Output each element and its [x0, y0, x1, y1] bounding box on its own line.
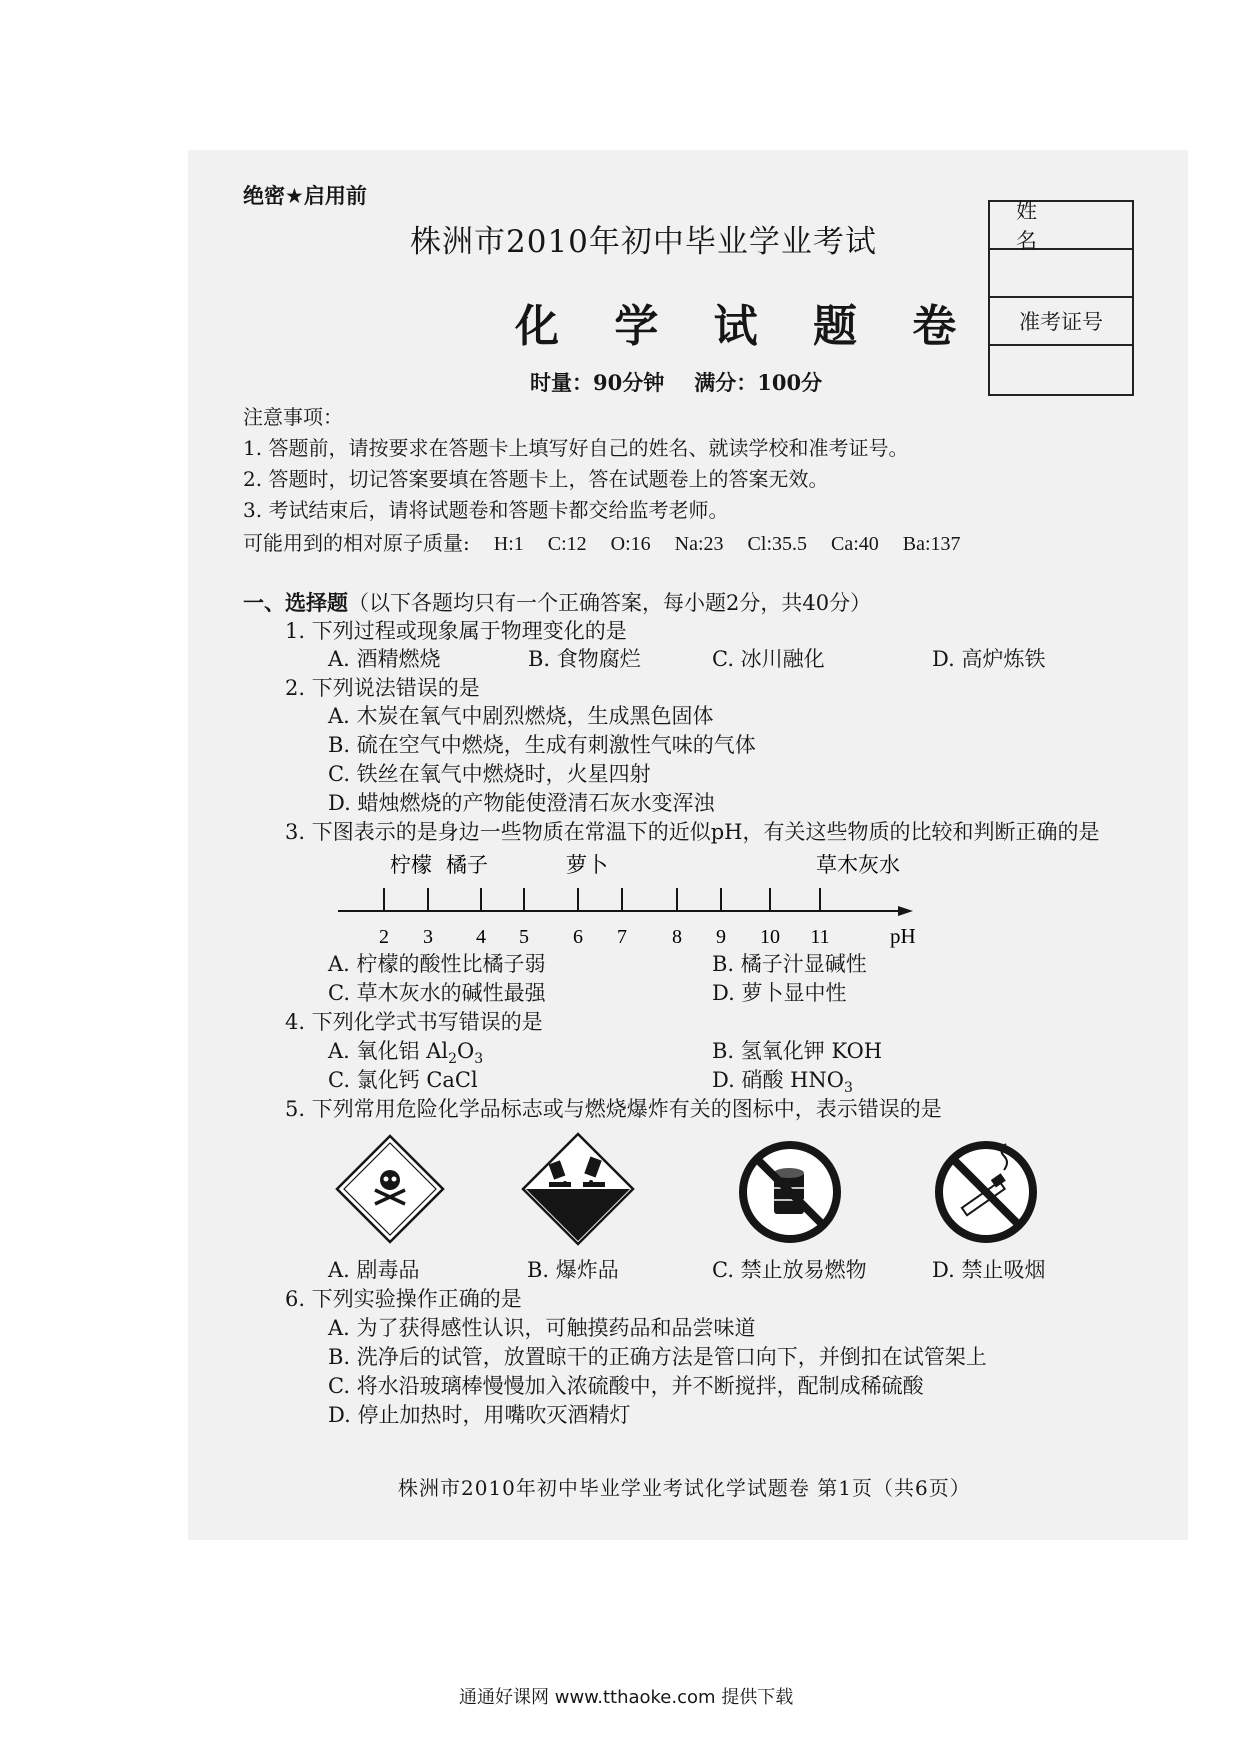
- ph-label-ash-water: 草木灰水: [816, 853, 900, 877]
- note-item: 3. 考试结束后，请将试题卷和答题卡都交给监考老师。: [243, 498, 729, 522]
- q6-option-a[interactable]: A. 为了获得感性认识，可触摸药品和品尝味道: [328, 1316, 756, 1340]
- q6-option-c[interactable]: C. 将水沿玻璃棒慢慢加入浓硫酸中，并不断搅拌，配制成稀硫酸: [328, 1374, 924, 1398]
- ph-tick-label: 8: [672, 926, 682, 948]
- section-title: 一、选择题: [243, 590, 348, 615]
- ph-tick-label: 6: [573, 926, 583, 948]
- q6-option-b[interactable]: B. 洗净后的试管，放置晾干的正确方法是管口向下，并倒扣在试管架上: [328, 1345, 987, 1369]
- mass-item: Cl:35.5: [747, 533, 807, 555]
- mass-item: Na:23: [674, 533, 724, 555]
- name-label: 姓 名: [990, 202, 1132, 250]
- q3-stem: 3. 下图表示的是身边一些物质在常温下的近似pH，有关这些物质的比较和判断正确的是: [285, 820, 1100, 844]
- section-heading: [243, 587, 871, 617]
- q5-stem: 5. 下列常用危险化学品标志或与燃烧爆炸有关的图标中，表示错误的是: [285, 1097, 942, 1121]
- q2-option-d[interactable]: D. 蜡烛燃烧的产物能使澄清石灰水变浑浊: [328, 791, 715, 815]
- q2-stem: 2. 下列说法错误的是: [285, 676, 480, 700]
- id-blank[interactable]: [990, 346, 1132, 394]
- ph-unit: pH: [890, 924, 916, 948]
- q3-option-a[interactable]: A. 柠檬的酸性比橘子弱: [328, 952, 546, 976]
- ph-tick-label: 11: [810, 926, 830, 948]
- q2-option-b[interactable]: B. 硫在空气中燃烧，生成有刺激性气味的气体: [328, 733, 756, 757]
- masses-label: 可能用到的相对原子质量:: [243, 531, 470, 555]
- section-desc: （以下各题均只有一个正确答案，每小题2分，共40分）: [348, 591, 872, 615]
- mass-item: H:1: [493, 533, 524, 555]
- ph-tick-label: 2: [379, 926, 389, 948]
- q4-option-c[interactable]: C. 氯化钙 CaCl: [328, 1068, 478, 1092]
- q6-option-d[interactable]: D. 停止加热时，用嘴吹灭酒精灯: [328, 1403, 631, 1427]
- ph-tick-label: 5: [519, 926, 529, 948]
- ph-axis-arrow: [898, 906, 913, 916]
- q4-stem: 4. 下列化学式书写错误的是: [285, 1010, 543, 1034]
- q2-option-c[interactable]: C. 铁丝在氧气中燃烧时，火星四射: [328, 762, 651, 786]
- q4-option-b[interactable]: B. 氢氧化钾 KOH: [712, 1039, 883, 1063]
- q4-option-d[interactable]: D. 硝酸 $HNO_3$: [712, 1068, 853, 1097]
- q2-option-a[interactable]: A. 木炭在氧气中剧烈燃烧，生成黑色固体: [328, 704, 714, 728]
- q1-option-b[interactable]: B. 食物腐烂: [528, 647, 641, 671]
- q1-option-c[interactable]: C. 冰川融化: [712, 647, 825, 671]
- q1-stem: 1. 下列过程或现象属于物理变化的是: [285, 619, 627, 643]
- q1-option-d[interactable]: D. 高炉炼铁: [932, 647, 1046, 671]
- ph-scale-diagram: [330, 848, 930, 948]
- ph-tick-label: 10: [760, 926, 780, 948]
- corrosive-hazard-icon: [521, 1132, 635, 1246]
- q5-option-d[interactable]: D. 禁止吸烟: [932, 1258, 1046, 1282]
- mass-item: Ba:137: [902, 533, 961, 555]
- full-score: 满分：100分: [694, 370, 823, 395]
- exam-subtitle: 化 学 试 题 卷: [515, 301, 977, 352]
- mass-item: O:16: [610, 533, 651, 555]
- q5-option-c[interactable]: C. 禁止放易燃物: [712, 1258, 867, 1282]
- mass-item: C:12: [547, 533, 587, 555]
- q1-option-a[interactable]: A. 酒精燃烧: [328, 647, 441, 671]
- ph-label-orange: 橘子: [446, 853, 488, 877]
- notes: [243, 402, 908, 526]
- note-item: 2. 答题时，切记答案要填在答题卡上，答在试题卷上的答案无效。: [243, 467, 829, 491]
- toxic-hazard-icon: [335, 1134, 445, 1244]
- download-credit: 通通好课网 www.tthaoke.com 提供下载: [459, 1687, 794, 1708]
- q5-option-b[interactable]: B. 爆炸品: [527, 1258, 619, 1282]
- candidate-info-box: [988, 200, 1134, 396]
- q3-option-c[interactable]: C. 草木灰水的碱性最强: [328, 981, 546, 1005]
- q3-option-b[interactable]: B. 橘子汁显碱性: [712, 952, 867, 976]
- page-footer: 株洲市2010年初中毕业学业考试化学试题卷 第1页（共6页）: [398, 1476, 971, 1500]
- atomic-masses: [243, 527, 961, 556]
- time-score-info: [530, 367, 822, 397]
- id-label: 准考证号: [990, 298, 1132, 346]
- exam-title: 株洲市2010年初中毕业学业考试: [410, 224, 877, 260]
- q6-stem: 6. 下列实验操作正确的是: [285, 1287, 522, 1311]
- no-smoking-icon: [934, 1140, 1038, 1244]
- q5-option-a[interactable]: A. 剧毒品: [328, 1258, 420, 1282]
- ph-tick-label: 7: [617, 926, 627, 948]
- secret-label: 绝密★启用前: [243, 184, 367, 208]
- ph-label-lemon: 柠檬: [390, 853, 432, 877]
- ph-tick-label: 4: [476, 926, 486, 948]
- q4-option-a[interactable]: A. 氧化铝 $Al_2O_3$: [328, 1039, 484, 1068]
- ph-tick-label: 3: [423, 926, 433, 948]
- name-blank[interactable]: [990, 250, 1132, 298]
- q3-option-d[interactable]: D. 萝卜显中性: [712, 981, 847, 1005]
- no-flammables-icon: [738, 1140, 842, 1244]
- ph-label-radish: 萝卜: [566, 853, 608, 877]
- note-item: 1. 答题前，请按要求在答题卡上填写好自己的姓名、就读学校和准考证号。: [243, 436, 909, 460]
- notes-heading: 注意事项：: [243, 405, 343, 429]
- ph-tick-label: 9: [716, 926, 726, 948]
- mass-item: Ca:40: [831, 533, 879, 555]
- time-limit: 时量：90分钟: [530, 370, 665, 395]
